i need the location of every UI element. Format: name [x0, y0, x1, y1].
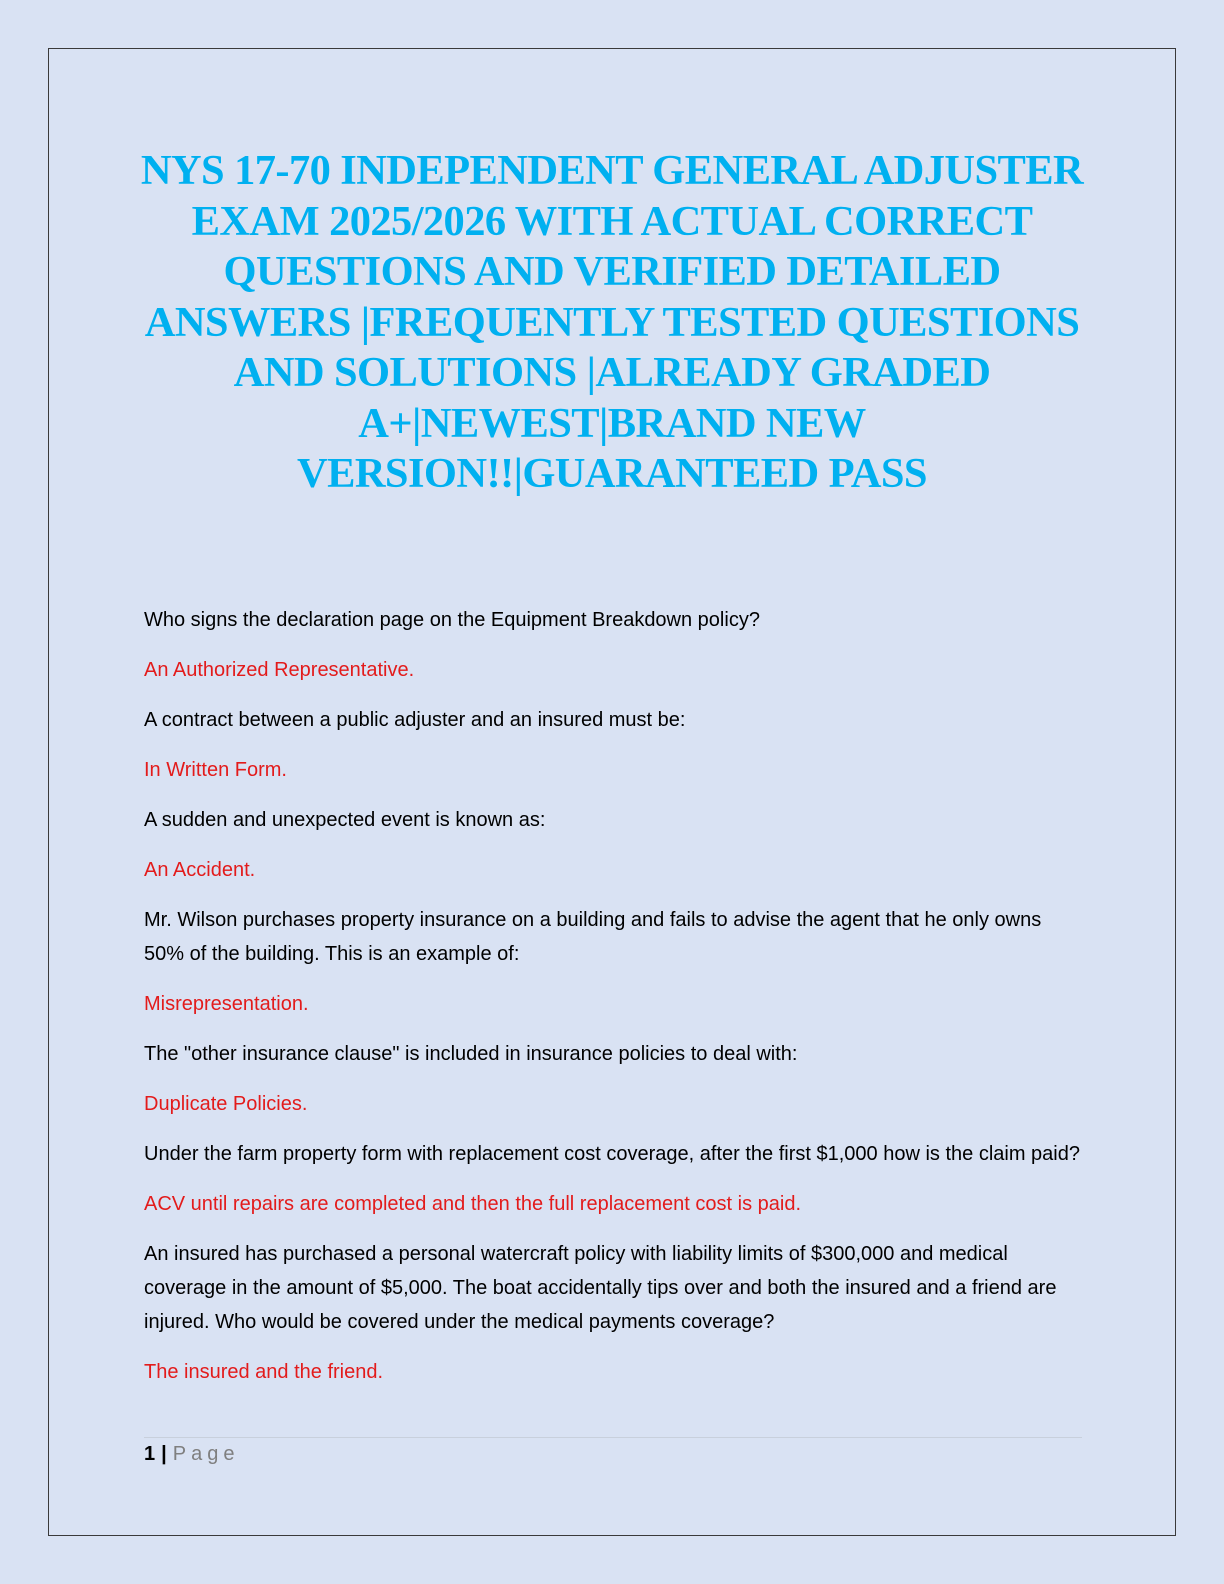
answer-text: ACV until repairs are completed and then the full replacement cost is paid.: [144, 1193, 802, 1215]
page-label: Page: [172, 1443, 240, 1465]
document-title: NYS 17-70 INDEPENDENT GENERAL ADJUSTER EXAM 2025/2026 WITH ACTUAL CORRECT QUESTIONS AND VERIFIED DETAILED ANSWERS |FREQUENTLY TESTED QUESTIONS AND SOLUTIONS |ALREADY GRADED A+|NEWEST|BRAND NEW VERSION!!|GUARANTEED PASS: [140, 147, 1084, 497]
answer-text: Misrepresentation.: [144, 993, 309, 1015]
footer-divider: [144, 1437, 1082, 1438]
question-text: An insured has purchased a personal watercraft policy with liability limits of $300,000 and medical coverage in the amount of $5,000. The boat accidentally tips over and both the insured and a friend are injured. Who would be covered under the medical payments coverage?: [144, 1243, 1057, 1333]
answer-text: Duplicate Policies.: [144, 1093, 308, 1115]
question-text: A sudden and unexpected event is known as:: [144, 809, 546, 831]
question-text: Who signs the declaration page on the Equipment Breakdown policy?: [144, 609, 760, 631]
question-text: A contract between a public adjuster and an insured must be:: [144, 709, 686, 731]
question-text: The "other insurance clause" is included in insurance policies to deal with:: [144, 1043, 798, 1065]
answer-text: In Written Form.: [144, 759, 287, 781]
page-footer: [144, 1440, 239, 1468]
answer-text: An Authorized Representative.: [144, 659, 415, 681]
footer-separator: |: [161, 1443, 167, 1465]
answer-text: The insured and the friend.: [144, 1361, 384, 1383]
page-number: 1: [144, 1443, 156, 1465]
answer-text: An Accident.: [144, 859, 256, 881]
qa-list: [144, 603, 1084, 1405]
question-text: Under the farm property form with replacement cost coverage, after the first $1,000 how is the claim paid?: [144, 1143, 1080, 1165]
question-text: Mr. Wilson purchases property insurance on a building and fails to advise the agent that he only owns 50% of the building. This is an example of:: [144, 909, 1042, 965]
